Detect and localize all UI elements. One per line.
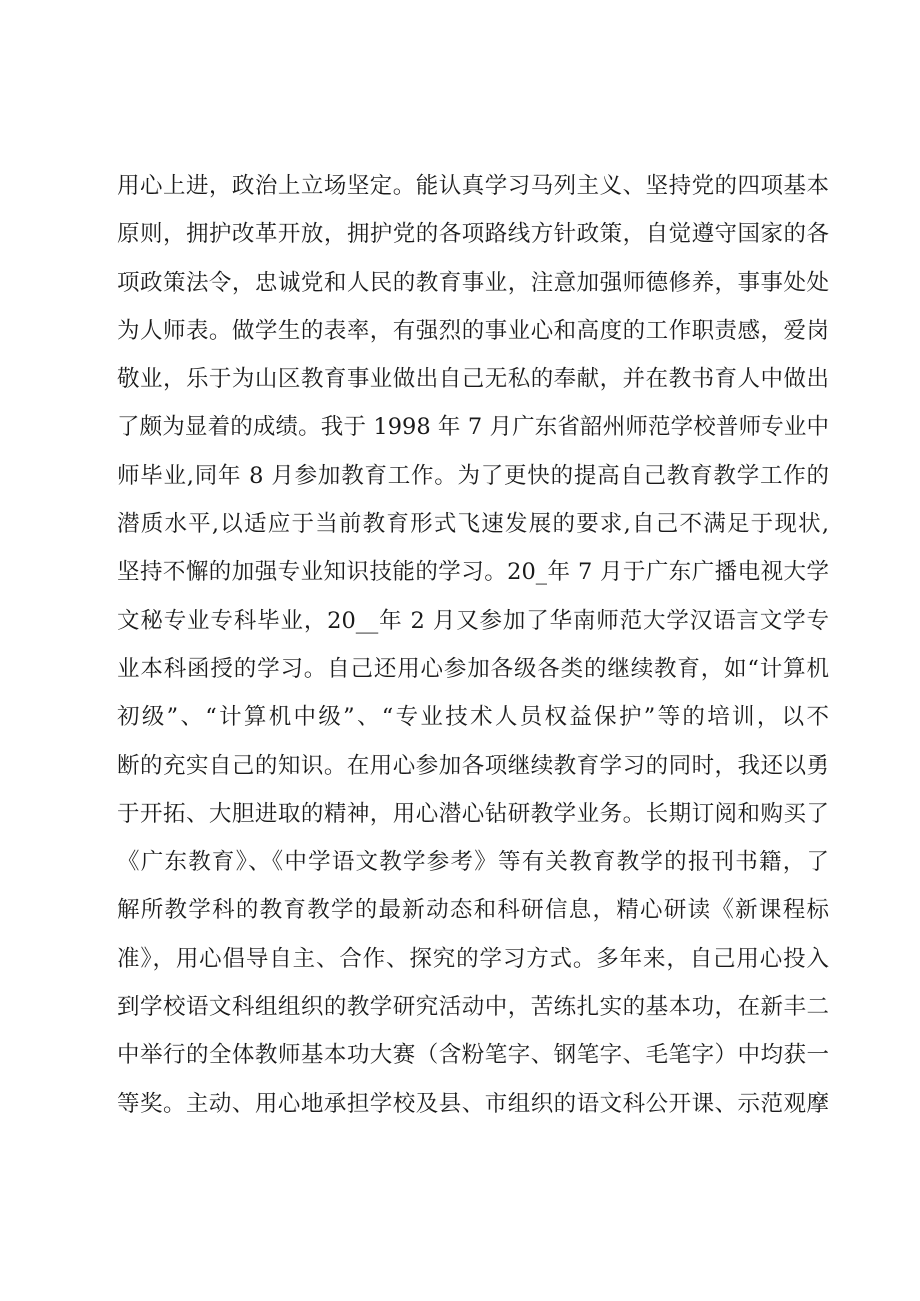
- text-line: 为人师表。做学生的表率，有强烈的事业心和高度的工作职责感，爱岗: [117, 317, 829, 344]
- text-line: 准》，用心倡导自主、合作、探究的学习方式。多年来，自己用心投入: [117, 945, 829, 972]
- text-line: 《广东教育》、《中学语文教学参考》等有关教育教学的报刊书籍，了: [117, 849, 829, 876]
- text-line: 文秘专业专科毕业，20__年 2 月又参加了华南师范大学汉语言文学专: [117, 607, 829, 634]
- text-line: 用心上进，政治上立场坚定。能认真学习马列主义、坚持党的四项基本: [117, 173, 829, 199]
- text-line: 断的充实自己的知识。在用心参加各项继续教育学习的同时，我还以勇: [117, 752, 829, 779]
- text-line: 了颇为显着的成绩。我于 1998 年 7 月广东省韶州师范学校普师专业中: [117, 414, 829, 441]
- text-line: 解所教学科的教育教学的最新动态和科研信息，精心研读《新课程标: [117, 897, 829, 924]
- text-line: 初级”、“计算机中级”、“专业技术人员权益保护”等的培训，以不: [117, 704, 829, 731]
- text-line: 业本科函授的学习。自己还用心参加各级各类的继续教育，如“计算机: [117, 655, 829, 682]
- text-line: 等奖。主动、用心地承担学校及县、市组织的语文科公开课、示范观摩: [117, 1090, 829, 1117]
- text-line: 于开拓、大胆进取的精神，用心潜心钻研教学业务。长期订阅和购买了: [117, 800, 829, 827]
- body-paragraph: [117, 162, 829, 1128]
- text-line: 师毕业,同年 8 月参加教育工作。为了更快的提高自己教育教学工作的: [117, 462, 829, 489]
- text-line: 原则，拥护改革开放，拥护党的各项路线方针政策，自觉遵守国家的各: [117, 221, 829, 248]
- text-line: 中举行的全体教师基本功大赛（含粉笔字、钢笔字、毛笔字）中均获一: [117, 1042, 829, 1069]
- text-line: 项政策法令，忠诚党和人民的教育事业，注意加强师德修养，事事处处: [117, 269, 829, 296]
- text-line: 敬业，乐于为山区教育事业做出自己无私的奉献，并在教书育人中做出: [117, 366, 829, 393]
- text-line: 坚持不懈的加强专业知识技能的学习。20_年 7 月于广东广播电视大学: [117, 559, 829, 586]
- text-line: 到学校语文科组组织的教学研究活动中，苦练扎实的基本功，在新丰二: [117, 994, 829, 1021]
- text-line: 潜质水平,以适应于当前教育形式飞速发展的要求,自己不满足于现状,: [117, 511, 829, 538]
